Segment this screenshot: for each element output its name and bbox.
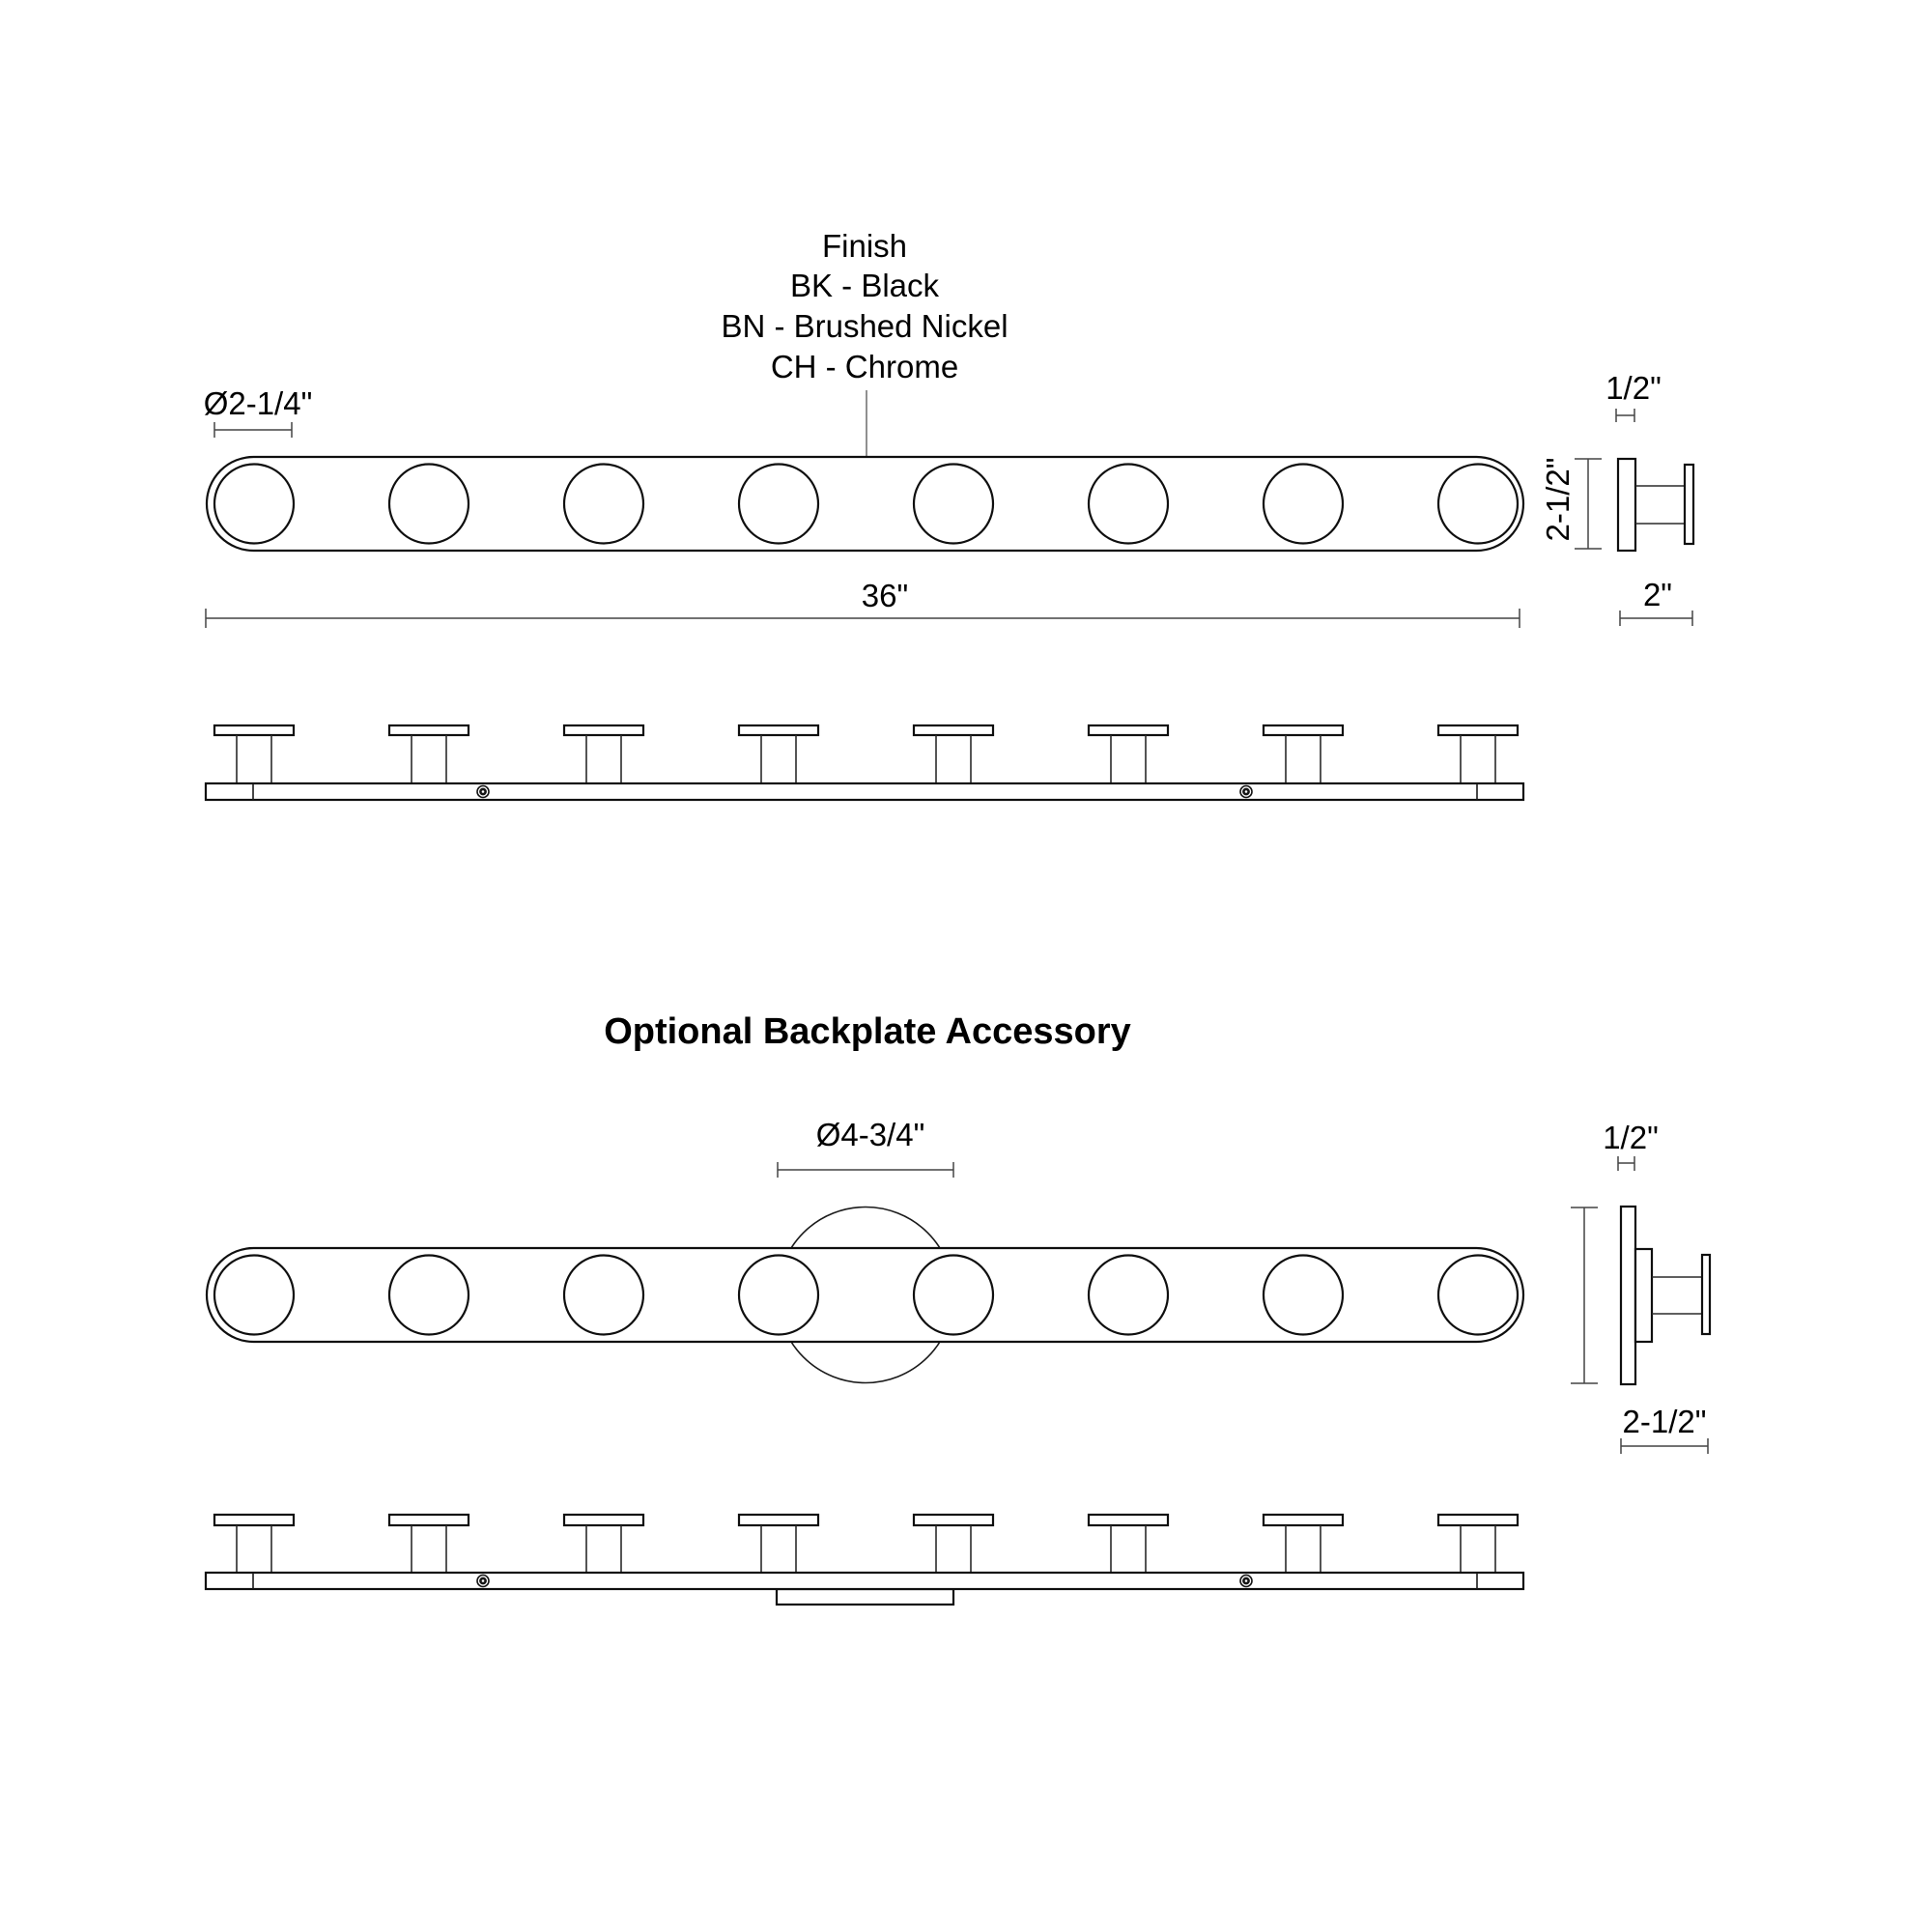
dim-lamp-diameter	[204, 385, 313, 438]
dim-bar-height	[1540, 458, 1602, 549]
knob-cap	[389, 725, 469, 735]
dim-overall-width	[206, 578, 1520, 628]
dim-overall-depth-label: 2-1/2"	[1622, 1404, 1707, 1439]
dim-overall-width-label: 36"	[861, 578, 909, 613]
knob-cap	[914, 1515, 993, 1525]
knob-cap	[389, 1515, 469, 1525]
rail-outline	[206, 1573, 1523, 1589]
accessory-top-view	[206, 1515, 1523, 1605]
finish-note	[721, 228, 1008, 489]
dim-backplate-diameter-label: Ø4-3/4"	[815, 1117, 925, 1152]
dim-bar-depth-bracket	[1616, 409, 1634, 422]
main-top-view	[206, 725, 1523, 800]
finish-option-bn: BN - Brushed Nickel	[721, 308, 1009, 344]
dim-bar-depth-label: 1/2"	[1603, 1120, 1659, 1155]
accessory-heading: Optional Backplate Accessory	[604, 1011, 1131, 1052]
main-top-knobs	[214, 725, 1518, 783]
rail-outline	[206, 783, 1523, 800]
screw-icon	[480, 789, 485, 794]
knob-cap	[739, 725, 818, 735]
knob-cap	[214, 1515, 294, 1525]
accessory-top-knobs	[214, 1515, 1518, 1573]
dim-backplate-height	[1571, 1208, 1598, 1383]
dim-lamp-diameter-label: Ø2-1/4"	[203, 385, 313, 421]
knob-cap	[564, 1515, 643, 1525]
bar-profile	[1635, 1249, 1652, 1342]
dim-overall-depth-label: 2"	[1642, 577, 1673, 612]
bar-profile	[1618, 459, 1635, 551]
backplate-edge	[777, 1589, 953, 1605]
dim-bar-depth-label: 1/2"	[1605, 370, 1662, 406]
main-front-view	[204, 385, 1602, 628]
knob-profile	[1685, 465, 1693, 544]
knob-cap	[914, 725, 993, 735]
knob-cap	[1264, 1515, 1343, 1525]
dim-bar-height-label: 2-1/2"	[1540, 457, 1576, 542]
backplate-profile	[1621, 1207, 1635, 1384]
dim-backplate-diameter	[778, 1117, 953, 1178]
knob-cap	[1438, 1515, 1518, 1525]
knob-profile	[1702, 1255, 1710, 1334]
screw-icon	[1243, 789, 1248, 794]
accessory-side-view	[1571, 1120, 1710, 1454]
accessory-front-view	[207, 1117, 1523, 1383]
knob-cap	[1089, 725, 1168, 735]
finish-title: Finish	[821, 228, 908, 264]
finish-option-bk: BK - Black	[789, 268, 940, 303]
finish-option-ch: CH - Chrome	[770, 349, 959, 384]
knob-cap	[1089, 1515, 1168, 1525]
dim-bar-depth-bracket	[1618, 1156, 1634, 1171]
knob-cap	[1438, 725, 1518, 735]
knob-cap	[214, 725, 294, 735]
dim-overall-depth	[1621, 1404, 1708, 1454]
main-side-view	[1605, 370, 1693, 626]
knob-cap	[739, 1515, 818, 1525]
screw-icon	[1243, 1578, 1248, 1583]
knob-cap	[564, 725, 643, 735]
screw-icon	[480, 1578, 485, 1583]
knob-cap	[1264, 725, 1343, 735]
dim-overall-depth	[1620, 577, 1692, 626]
